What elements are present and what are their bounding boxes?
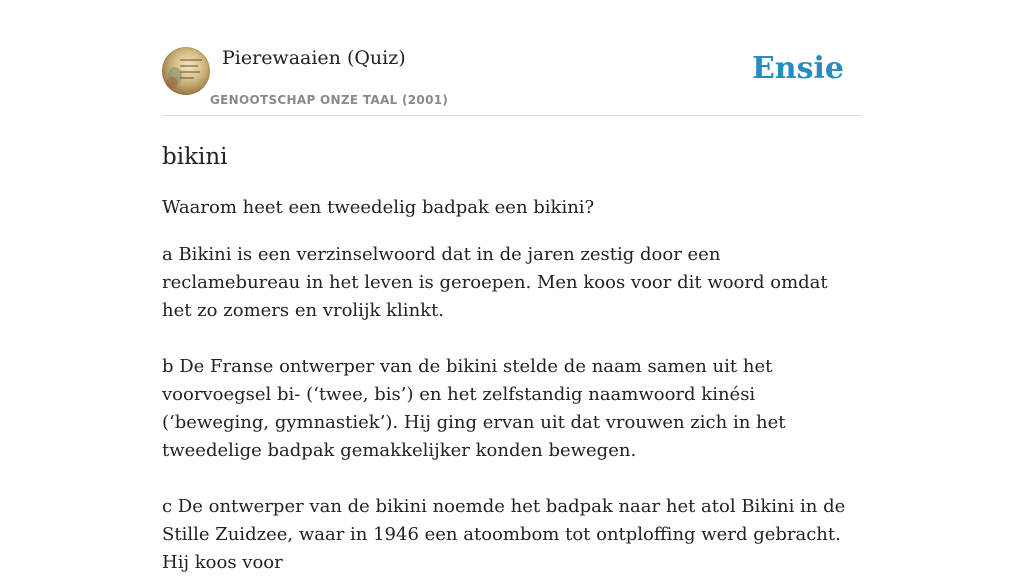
source-title[interactable]: Pierewaaien (Quiz) xyxy=(222,47,406,69)
source-publisher: GENOOTSCHAP ONZE TAAL (2001) xyxy=(210,93,449,107)
content-container xyxy=(162,0,862,577)
quiz-option-c: c De ontwerper van de bikini noemde het badpak naar het atol Bikini in de Stille Zuidzee, waar in 1946 een atoombom tot ontploffing werd gebracht. Hij koos voor xyxy=(162,496,846,573)
entry-word: bikini xyxy=(162,144,228,170)
brand-logo[interactable]: Ensie xyxy=(751,51,844,86)
source-cover-image[interactable] xyxy=(162,47,210,95)
quiz-option-b: b De Franse ontwerper van de bikini stelde de naam samen uit het voorvoegsel bi- (‘twee, bis’) en het zelfstandig naamwoord kinési (‘beweging, gymnastiek’). Hij ging ervan uit dat vrouwen zich in het tweedelige badpak gemakkelijker konden bewegen. xyxy=(162,356,786,461)
quiz-option-a: a Bikini is een verzinselwoord dat in de jaren zestig door een reclamebureau in het leven is geroepen. Men koos voor dit woord omdat het zo zomers en vrolijk klinkt. xyxy=(162,244,828,321)
quiz-question: Waarom heet een tweedelig badpak een bikini? xyxy=(162,197,595,218)
source-header xyxy=(162,0,862,116)
